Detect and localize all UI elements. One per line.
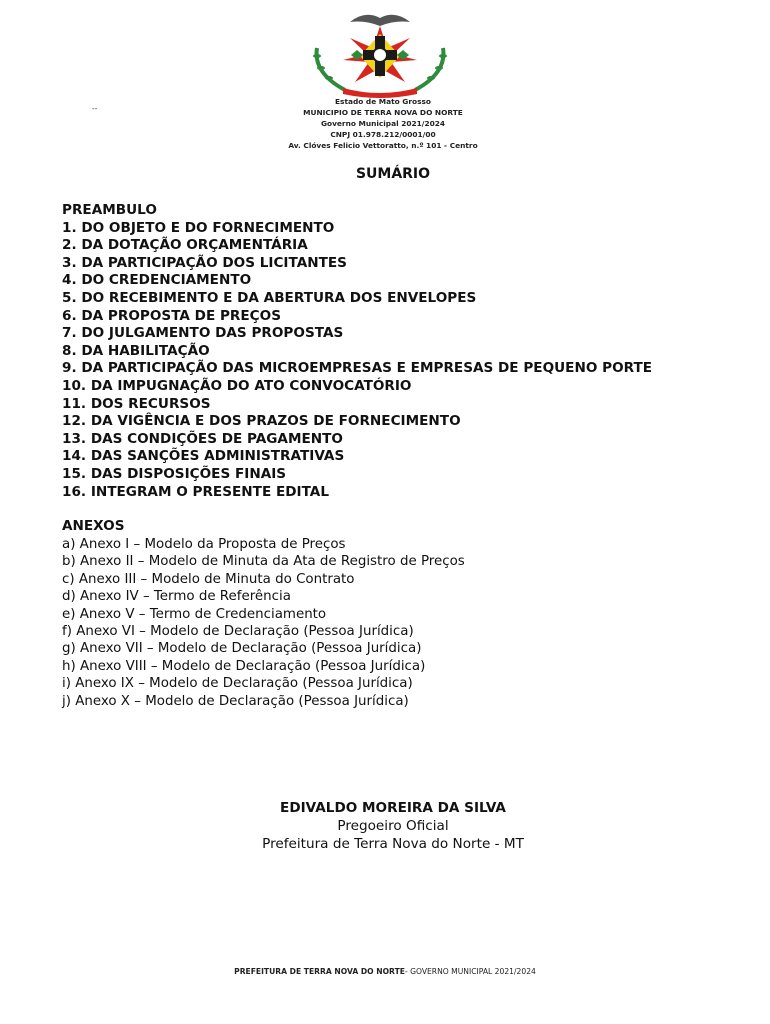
government-line: Governo Municipal 2021/2024 bbox=[320, 119, 446, 128]
institution-header bbox=[230, 96, 536, 151]
annex-item: d) Anexo IV – Termo de Referência bbox=[62, 589, 291, 605]
state-line: Estado de Mato Grosso bbox=[335, 97, 431, 106]
summary-item: 5. DO RECEBIMENTO E DA ABERTURA DOS ENVELOPES bbox=[62, 289, 477, 306]
page-title: SUMÁRIO bbox=[355, 166, 431, 182]
annex-item: i) Anexo IX – Modelo de Declaração (Pessoa Jurídica) bbox=[62, 676, 413, 692]
footer-bold-text: PREFEITURA DE TERRA NOVA DO NORTE bbox=[234, 967, 405, 976]
summary-item: 7. DO JULGAMENTO DAS PROPOSTAS bbox=[62, 325, 344, 342]
signature-block bbox=[0, 799, 770, 853]
summary-item: 8. DA HABILITAÇÃO bbox=[62, 342, 210, 359]
annex-item: b) Anexo II – Modelo de Minuta da Ata de Registro de Preços bbox=[62, 554, 465, 570]
annex-item: g) Anexo VII – Modelo de Declaração (Pessoa Jurídica) bbox=[62, 641, 422, 657]
summary-item: 1. DO OBJETO E DO FORNECIMENTO bbox=[62, 219, 335, 236]
annex-item: a) Anexo I – Modelo da Proposta de Preços bbox=[62, 537, 346, 552]
municipality-line: MUNICIPIO DE TERRA NOVA DO NORTE bbox=[303, 108, 463, 117]
summary-item: 15. DAS DISPOSIÇÕES FINAIS bbox=[62, 465, 287, 482]
summary-item: 14. DAS SANÇÕES ADMINISTRATIVAS bbox=[62, 448, 345, 465]
summary-item: PREAMBULO bbox=[62, 202, 157, 218]
summary-item: 10. DA IMPUGNAÇÃO DO ATO CONVOCATÓRIO bbox=[62, 377, 412, 394]
annex-item: h) Anexo VIII – Modelo de Declaração (Pessoa Jurídica) bbox=[62, 658, 426, 674]
annex-item: f) Anexo VI – Modelo de Declaração (Pessoa Jurídica) bbox=[62, 624, 414, 640]
page-footer bbox=[0, 967, 770, 976]
annex-item: e) Anexo V – Termo de Credenciamento bbox=[62, 606, 327, 622]
signer-role: Pregoeiro Oficial bbox=[337, 818, 449, 834]
summary-item: 11. DOS RECURSOS bbox=[62, 395, 211, 412]
cnpj-line: CNPJ 01.978.212/0001/00 bbox=[330, 130, 436, 139]
municipal-crest-logo bbox=[305, 8, 455, 100]
annex-list bbox=[62, 536, 465, 710]
summary-item: 16. INTEGRAM O PRESENTE EDITAL bbox=[62, 483, 329, 500]
summary-item: 6. DA PROPOSTA DE PREÇOS bbox=[62, 307, 281, 324]
annex-item: c) Anexo III – Modelo de Minuta do Contrato bbox=[62, 571, 355, 587]
summary-item: 13. DAS CONDIÇÕES DE PAGAMENTO bbox=[62, 430, 343, 447]
signer-office: Prefeitura de Terra Nova do Norte - MT bbox=[262, 836, 524, 852]
footer-text: - GOVERNO MUNICIPAL 2021/2024 bbox=[404, 967, 536, 976]
summary-item: 9. DA PARTICIPAÇÃO DAS MICROEMPRESAS E EMPRESAS DE PEQUENO PORTE bbox=[62, 360, 653, 377]
summary-item: 12. DA VIGÊNCIA E DOS PRAZOS DE FORNECIMENTO bbox=[62, 413, 461, 430]
address-line: Av. Clóves Felicio Vettoratto, n.º 101 - Centro bbox=[288, 141, 478, 150]
signer-name: EDIVALDO MOREIRA DA SILVA bbox=[280, 800, 506, 816]
summary-item: 2. DA DOTAÇÃO ORÇAMENTÁRIA bbox=[62, 237, 308, 254]
summary-item: 4. DO CREDENCIAMENTO bbox=[62, 272, 252, 289]
annex-item: j) Anexo X – Modelo de Declaração (Pessoa Jurídica) bbox=[62, 693, 409, 709]
summary-list bbox=[62, 202, 652, 501]
summary-item: 3. DA PARTICIPAÇÃO DOS LICITANTES bbox=[62, 254, 347, 271]
left-margin-mark: -- bbox=[92, 104, 98, 113]
annex-heading: ANEXOS bbox=[62, 518, 125, 534]
